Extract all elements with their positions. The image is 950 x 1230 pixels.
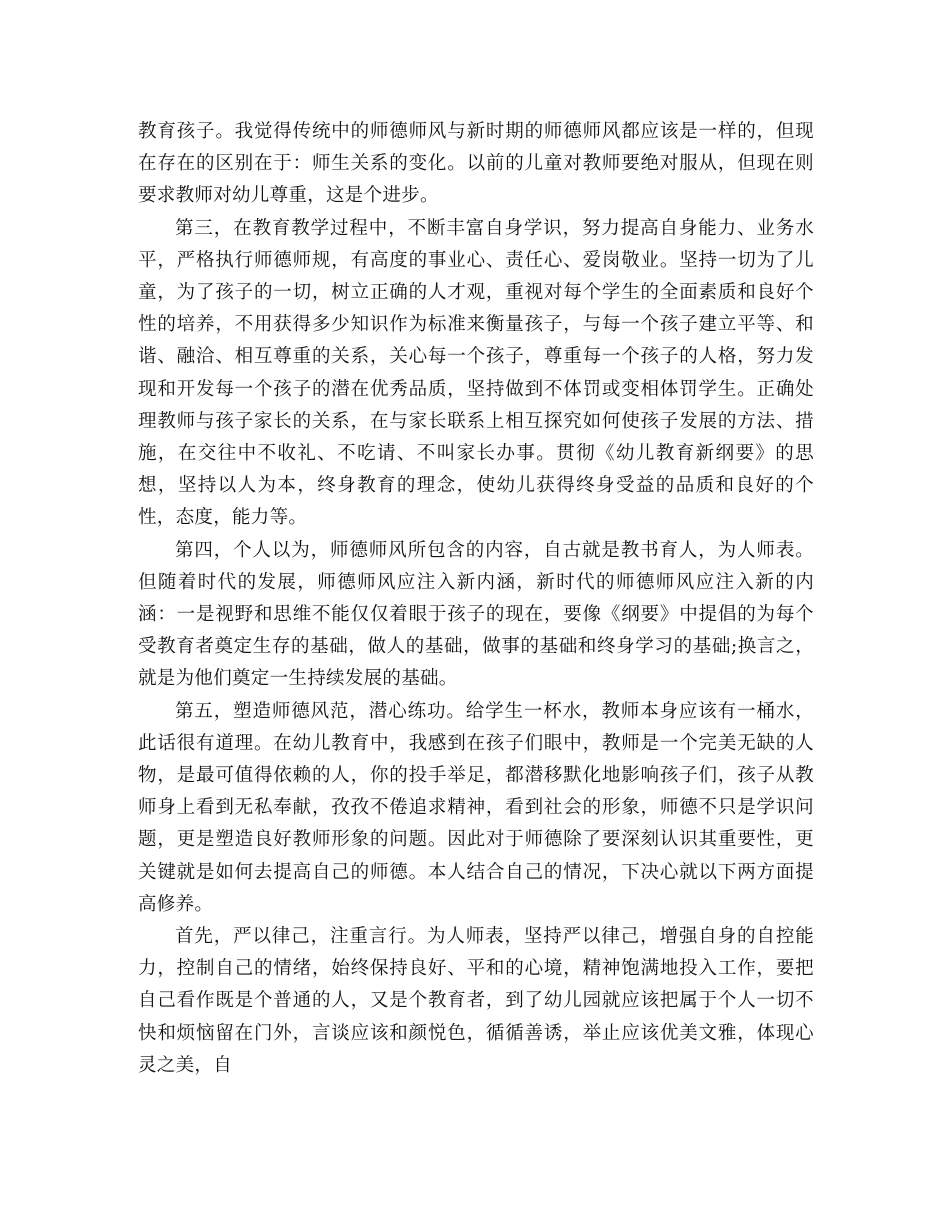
paragraph-continuation: 教育孩子。我觉得传统中的师德师风与新时期的师德师风都应该是一样的，但现在存在的区别在于：师生关系的变化。以前的儿童对教师要绝对服从，但现在则要求教师对幼儿尊重，这是个进步。 (138, 121, 814, 207)
paragraph-third-point: 第三，在教育教学过程中，不断丰富自身学识，努力提高自身能力、业务水平，严格执行师德师规，有高度的事业心、责任心、爱岗敬业。坚持一切为了儿童，为了孩子的一切，树立正确的人才观，重视对每个学生的全面素质和良好个性的培养，不用获得多少知识作为标准来衡量孩子，与每一个孩子建立平等、和谐、融洽、相互尊重的关系，关心每一个孩子，尊重每一个孩子的人格，努力发现和开发每一个孩子的潜在优秀品质，坚持做到不体罚或变相体罚学生。正确处理教师与孩子家长的关系，在与家长联系上相互探究如何使孩子发展的方法、措施，在交往中不收礼、不吃请、不叫家长办事。贯彻《幼儿教育新纲要》的思想，坚持以人为本，终身教育的理念，使幼儿获得终身受益的品质和良好的个性，态度，能力等。 (138, 217, 814, 529)
document-body (138, 116, 814, 1082)
paragraph-fifth-point: 第五，塑造师德风范，潜心练功。给学生一杯水，教师本身应该有一桶水，此话很有道理。在幼儿教育中，我感到在孩子们眼中，教师是一个完美无缺的人物，是最可值得依赖的人，你的投手举足，都潜移默化地影响孩子们，孩子从教师身上看到无私奉献，孜孜不倦追求精神，看到社会的形象，师德不只是学识问题，更是塑造良好教师形象的问题。因此对于师德除了要深刻认识其重要性，更关键就是如何去提高自己的师德。本人结合自己的情况，下决心就以下两方面提高修养。 (138, 700, 814, 915)
paragraph-fourth-point: 第四，个人以为，师德师风所包含的内容，自古就是教书育人，为人师表。但随着时代的发展，师德师风应注入新内涵，新时代的师德师风应注入新的内涵：一是视野和思维不能仅仅着眼于孩子的现在，要像《纲要》中提倡的为每个受教育者奠定生存的基础，做人的基础，做事的基础和终身学习的基础;换言之，就是为他们奠定一生持续发展的基础。 (138, 539, 814, 690)
paragraph-first-measure: 首先，严以律己，注重言行。为人师表，坚持严以律己，增强自身的自控能力，控制自己的情绪，始终保持良好、平和的心境，精神饱满地投入工作，要把自己看作既是个普通的人，又是个教育者，到了幼儿园就应该把属于个人一切不快和烦恼留在门外，言谈应该和颜悦色，循循善诱，举止应该优美文雅，体现心灵之美，自 (138, 926, 814, 1076)
